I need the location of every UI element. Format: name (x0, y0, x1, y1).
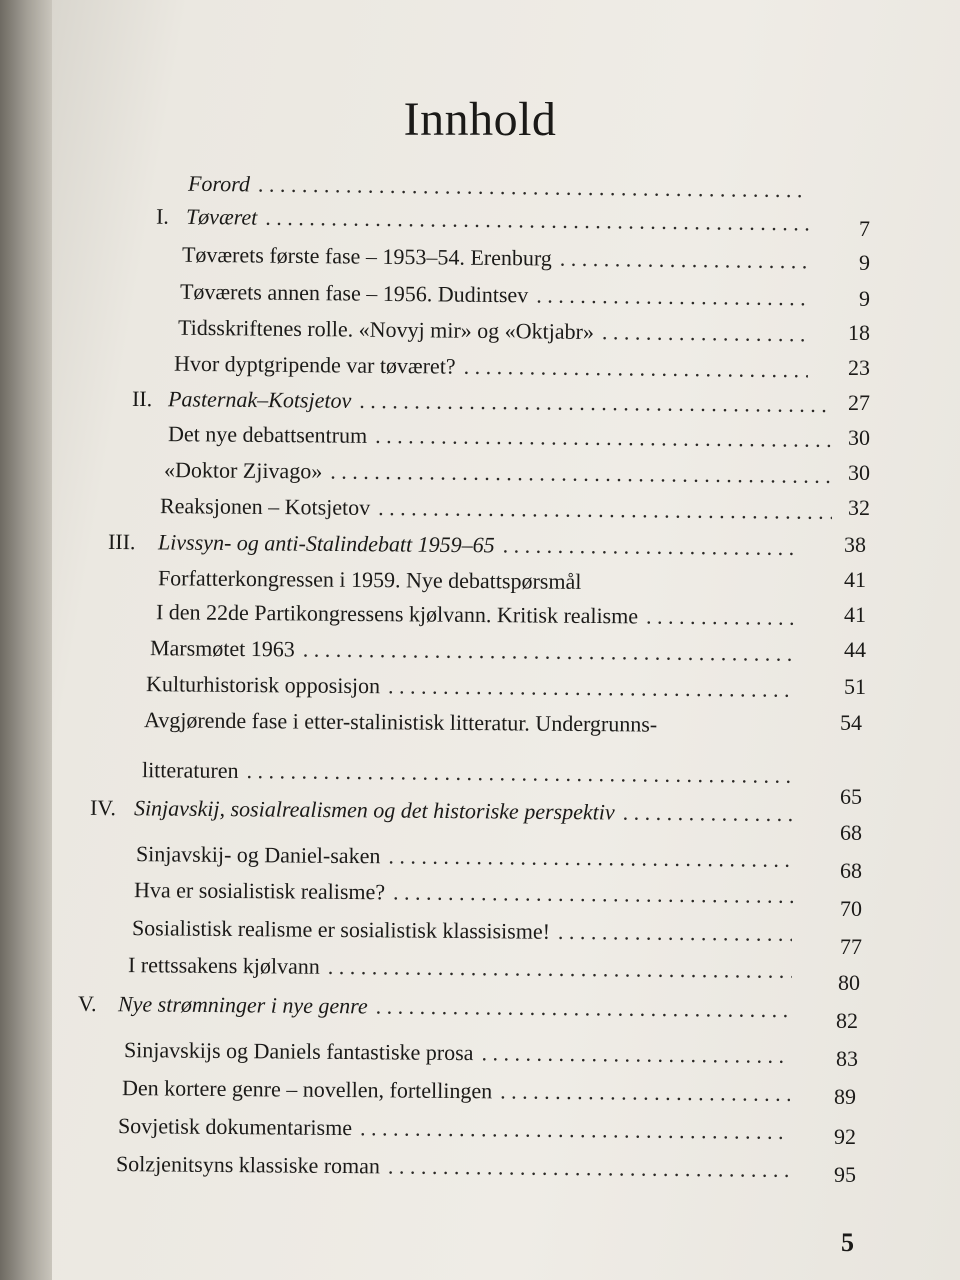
toc-entry-chapter (108, 527, 800, 563)
page-number: 54 (840, 710, 862, 735)
toc-entry-section (124, 1035, 790, 1071)
dot-leader (376, 991, 791, 1025)
toc-entry-title: Tøværets annen fase – 1956. Dudintsev (179, 278, 529, 308)
page-number: 70 (840, 896, 862, 921)
dot-leader (481, 1038, 790, 1071)
page-number: 32 (848, 495, 870, 520)
toc-entry-title: Avgjørende fase i etter-stalinistisk litteratur. Undergrunns- (143, 707, 658, 737)
toc-entry-title: Kulturhistorisk opposisjon (145, 671, 381, 699)
dot-leader (388, 841, 794, 875)
dot-leader (623, 798, 795, 829)
dot-leader (378, 493, 832, 527)
page-number: 95 (834, 1162, 856, 1187)
dot-leader (646, 601, 798, 632)
toc-entry-title: Marsmøtet 1963 (149, 635, 295, 662)
toc-entry-title: Sinjavskij, sosialrealismen og det historiske perspektiv (133, 795, 615, 825)
page-number: 83 (836, 1046, 858, 1071)
dot-leader (330, 457, 832, 491)
toc-entry-title: Sinjavskijs og Daniels fantastiske prosa (123, 1037, 474, 1066)
dot-leader (265, 203, 810, 239)
page-number: 44 (844, 637, 866, 662)
page-number: 23 (848, 355, 870, 380)
toc-entry-title: litteraturen (141, 757, 239, 783)
toc-entry-title: Livssyn- og anti-Stalindebatt 1959–65 (157, 529, 495, 558)
toc-entry-section (116, 1149, 788, 1185)
page-number: 89 (834, 1084, 856, 1109)
page-number: 30 (848, 460, 870, 485)
toc-entry-section (122, 1073, 790, 1109)
toc-entry-title: Reaksjonen – Kotsjetov (159, 493, 371, 520)
toc-entry-title: I den 22de Partikongressens kjølvann. Kritisk realisme (155, 599, 639, 629)
dot-leader (388, 1151, 788, 1184)
dot-leader (258, 169, 808, 205)
toc-entry-title: Sovjetisk dokumentarisme (117, 1113, 353, 1141)
page-number: 77 (840, 934, 862, 959)
dot-leader (463, 352, 808, 386)
page-number: 41 (844, 567, 866, 592)
toc-entry-title: Hvor dyptgripende var tøværet? (173, 350, 456, 379)
toc-entry-section (144, 705, 796, 741)
toc-entry-section (150, 633, 796, 669)
dot-leader (602, 317, 808, 349)
toc-entry-section (132, 913, 792, 949)
dot-leader (393, 877, 794, 910)
chapter-number: III. (107, 528, 136, 555)
page-folio-number: 5 (841, 1228, 854, 1257)
dot-leader (503, 530, 801, 563)
toc-entry-title: Tidsskriftenes rolle. «Novyj mir» og «Oktjabr» (177, 314, 595, 345)
toc-entry-title: Pasternak–Kotsjetov (167, 386, 352, 413)
toc-entry-section (168, 419, 832, 455)
page-number: 9 (859, 250, 870, 275)
dot-leader (359, 386, 832, 420)
toc-entry-title: Sinjavskij- og Daniel-saken (135, 841, 381, 869)
toc-entry-section (160, 491, 832, 527)
toc-entry-title: Tøværet (185, 203, 258, 230)
toc-entry-section (134, 875, 794, 911)
page-number: 65 (840, 784, 862, 809)
book-gutter (0, 0, 60, 1280)
toc-entry-title: Forfatterkongressen i 1959. Nye debattspørsmål (157, 565, 582, 594)
toc-entry-chapter (132, 384, 832, 420)
dot-leader (360, 1113, 788, 1147)
toc-entry-title: Forord (187, 170, 251, 197)
toc-entry-title: I rettssakens kjølvann (127, 952, 320, 979)
toc-entry-section (156, 597, 798, 633)
page-number: 80 (838, 970, 860, 995)
page-number: 38 (844, 532, 866, 557)
page-number: 51 (844, 674, 866, 699)
page-number: 82 (836, 1008, 858, 1033)
toc-entry-title: Nye strømninger i nye genre (117, 991, 368, 1019)
toc-entry-section (118, 1111, 788, 1147)
dot-leader (560, 244, 808, 277)
dot-leader (303, 635, 796, 669)
toc-entry-title: Hva er sosialistisk realisme? (133, 877, 386, 905)
page-number: 27 (848, 390, 870, 415)
chapter-number: II. (131, 385, 153, 412)
toc-entry-title: Sosialistisk realisme er sosialistisk klassisisme! (131, 915, 551, 944)
toc-entry-chapter (90, 793, 794, 829)
page-number: 41 (844, 602, 866, 627)
page-number: 9 (859, 286, 870, 311)
toc-entry-title: «Doktor Zjivago» (163, 457, 323, 484)
page-number: 68 (840, 820, 862, 845)
page-title: Innhold (403, 93, 557, 146)
dot-leader (388, 671, 796, 705)
toc-entry-title: Solzjenitsyns klassiske roman (115, 1151, 381, 1179)
toc-entry-section (164, 455, 832, 491)
toc-entry-section-continued (142, 755, 796, 791)
page-number: 7 (859, 216, 870, 241)
chapter-number: V. (77, 990, 97, 1017)
toc-entry-title: Den kortere genre – novellen, fortellingen (121, 1075, 493, 1104)
page-number: 30 (848, 425, 870, 450)
page-number: 18 (848, 320, 870, 345)
dot-leader (328, 952, 792, 986)
dot-leader (375, 421, 832, 455)
chapter-number: IV. (89, 794, 117, 821)
toc-entry-section (158, 563, 798, 599)
toc-entry-title: Det nye debattsentrum (167, 421, 368, 448)
chapter-number: I. (155, 203, 169, 229)
dot-leader (246, 756, 796, 791)
dot-leader (500, 1076, 790, 1109)
toc-entry-chapter (78, 989, 790, 1025)
page-number: 92 (834, 1124, 856, 1149)
page-number: 68 (840, 858, 862, 883)
toc-entry-section (146, 669, 796, 705)
toc-entry-title: Tøværets første fase – 1953–54. Erenburg (181, 241, 552, 271)
dot-leader (536, 280, 808, 313)
dot-leader (558, 917, 792, 949)
toc-entry-section (128, 950, 792, 986)
toc-entry-section (136, 839, 794, 875)
